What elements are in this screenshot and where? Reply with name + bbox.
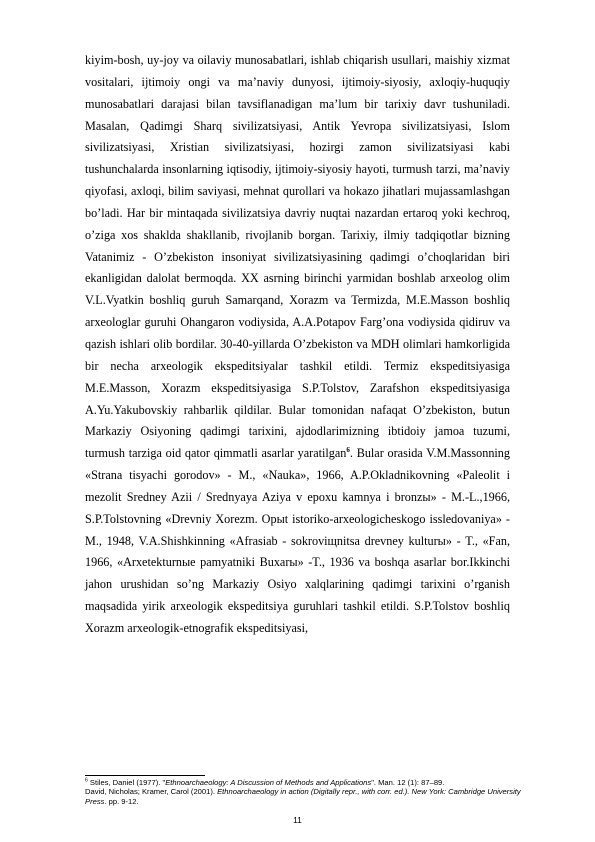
- body-text: [85, 50, 510, 640]
- footnote-2-prefix: David, Nicholas; Kramer, Carol (2001).: [85, 787, 218, 797]
- footnote-1: [85, 778, 525, 787]
- footnote-1-prefix: Stiles, Daniel (1977). ": [87, 778, 166, 787]
- page-number: 11: [293, 815, 302, 825]
- body-text-part-1: kiyim-bosh, uy-joy va oilaviy munosabatlari, ishlab chiqarish usullari, maishiy xizmat vositalari, ijtimoiy ongi va ma’naviy dunyosi, ijtimoiy-siyosiy, axloqiy-huquqiy munosabatlari darajasi bilan tavsiflanadigan ma’lum bir tarixiy davr tushuniladi. Masalan, Qadimgi Sharq sivilizatsiyasi, Antik Yevropa sivilizatsiyasi, Islom sivilizatsiyasi, Xristian sivilizatsiyasi, hozirgi zamon sivilizatsiyasi kabi tushunchalarda insonlarning iqtisodiy, ijtimoiy-siyosiy hayoti, turmush tarzi, ma’naviy qiyofasi, axloqi, bilim saviyasi, mehnat qurollari va hokazo jihatlari mujassamlashgan bo’ladi. Har bir mintaqada sivilizatsiya davriy nuqtai nazardan ertaroq yoki kechroq, o’ziga xos shaklda shakllanib, rivojlanib borgan. Tarixiy, ilmiy tadqiqotlar bizning Vatanimiz - O’zbekiston insoniyat sivilizatsiyasining qadimgi o’choqlaridan biri ekanligidan dalolat bermoqda. XX asrning birinchi yarmidan boshlab arxeolog olim V.L.Vyatkin boshliq guruh Samarqand, Xorazm va Termizda, M.E.Masson boshliq arxeologlar guruhi Ohangaron vodiysida, A.A.Potapov Farg’ona vodiysida qidiruv va qazish ishlari olib bordilar. 30-40-yillarda O’zbekiston va MDH olimlari hamkorligida bir necha arxeologik ekspeditsiyalar tashkil etildi. Termiz ekspeditsiyasiga M.E.Masson, Xorazm ekspeditsiyasiga S.P.Tolstov, Zarafshon ekspeditsiyasiga A.Yu.Yakubovskiy rahbarlik qildilar. Bular tomonidan nafaqat O’zbekiston, butun Markaziy Osiyoning qadimgi tarixini, ajdodlarimizning ibtidoiy jamoa tuzumi, turmush tarziga oid qator qimmatli asarlar yaratilgan: [85, 53, 510, 461]
- footnote-2-title: Ethnoarchaeology in action (Digitally repr., with corr. ed.). New York: Cambridge University Press: [85, 787, 521, 806]
- footnote-mark: 6: [85, 777, 88, 784]
- footnote-separator: [85, 775, 205, 776]
- body-text-part-2: . Bular orasida V.M.Massonning «Strana tisyachi gorodov» - M., «Nauka», 1966, A.P.Okladnikovning «Paleolit i mezolit Sredney Azii / Srednyaya Aziya v epoxu kamnya i bronzы» - M.-L.,1966, S.P.Tolstovning «Drevniy Xorezm. Opыt istoriko-arxeologicheskogo issledovaniya» -M., 1948, V.A.Shishkinning «Afrasiab - sokroviщnitsa drevney kulturы» - T., «Fan, 1966, «Arxetekturnыe pamyatniki Buxarы» -T., 1936 va boshqa asarlar bor.Ikkinchi jahon urushidan so’ng Markaziy Osiyo xalqlarining qadimgi tarixini o’rganish maqsadida yirik arxeologik ekspeditsiya guruhlari tashkil etildi. S.P.Tolstov boshliq Xorazm arxeologik-etnografik ekspeditsiyasi,: [85, 446, 510, 635]
- footnote-2-suffix: . pp. 9-12.: [104, 796, 139, 806]
- footnote-2: [85, 787, 525, 806]
- footnote-reference[interactable]: 6: [346, 446, 350, 455]
- footnote-1-title: Ethnoarchaeology: A Discussion of Methods and Applications: [165, 778, 372, 787]
- footnotes: [85, 778, 525, 806]
- body-paragraph: [85, 50, 510, 640]
- footnote-1-suffix: ". Man. 12 (1): 87–89.: [371, 778, 445, 787]
